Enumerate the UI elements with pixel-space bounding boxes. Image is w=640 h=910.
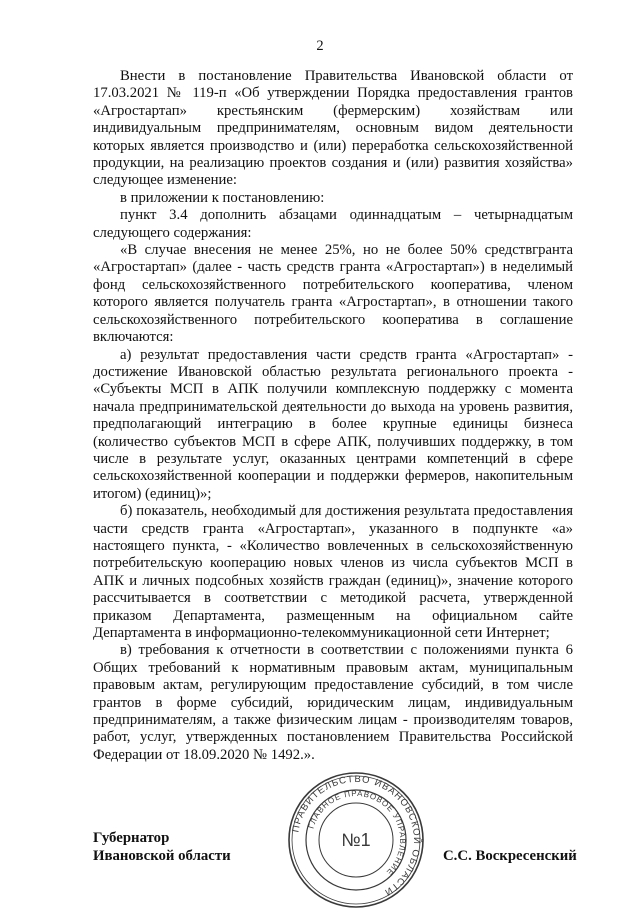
official-stamp: [286, 770, 426, 910]
stamp-number: №1: [341, 830, 371, 850]
signature-title-line1: Губернатор: [93, 830, 170, 846]
paragraph-item-c: в) требования к отчетности в соответствии с положениями пункта 6 Общих требований к нормативным правовым актам, муниципальным правовым актам, регулирующим предоставление субсидий, в том числе грантов в форме субсидий, юридическим лицам, индивидуальным предпринимателям, а также физическим лицам - производителям товаров, работ, услуг, утвержденных постановлением Правительства Российской Федерации от 18.09.2020 № 1492.».: [93, 642, 573, 763]
paragraph-item-a: а) результат предоставления части средств гранта «Агростартап» - достижение Ивановской областью результата регионального проекта - «Субъекты МСП в АПК получили комплексную поддержку с момента начала предпринимательской деятельности до выхода на уровень развития, предполагающий интеграцию в более крупные единицы бизнеса (количество субъектов МСП в сфере АПК, получивших поддержку, в том числе в результате услуг, оказанных центрами компетенций в сфере сельскохозяйственной кооперации и поддержки фермеров, накопительным итогом) (единиц)»;: [93, 346, 573, 502]
stamp-inner-textpath: ГЛАВНОЕ ПРАВОВОЕ УПРАВЛЕНИЕ: [306, 788, 408, 878]
signature-title-line2: Ивановской области: [93, 848, 231, 864]
paragraph-appendix: в приложении к постановлению:: [120, 189, 325, 206]
paragraph-intro: Внести в постановление Правительства Ивановской области от 17.03.2021 № 119-п «Об утверждении Порядка предоставления грантов «Агростартап» крестьянским (фермерским) хозяйствам или индивидуальным предпринимателям, основным видом деятельности которых является производство и (или) переработка сельскохозяйственной продукции, на реализацию проектов создания и (или) развития хозяйства» следующее изменение:: [93, 68, 573, 189]
signature-title: [93, 829, 231, 865]
page-number: 2: [316, 38, 324, 54]
stamp-outer-textpath: ПРАВИТЕЛЬСТВО ИВАНОВСКОЙ ОБЛАСТИ: [290, 773, 423, 899]
paragraph-item-b: б) показатель, необходимый для достижения результата предоставления части средств гранта «Агростартап», указанного в подпункте «а» настоящего пункта, - «Количество вовлеченных в сельскохозяйственную потребительскую кооперацию новых членов из числа субъектов МСП в АПК и личных подсобных хозяйств граждан (единиц)», значение которого рассчитывается в соответствии с методикой расчета, утвержденной приказом Департамента, размещенным на официальном сайте Департамента в информационно-телекоммуникационной сети Интернет;: [93, 503, 573, 641]
paragraph-clause: пункт 3.4 дополнить абзацами одиннадцатым – четырнадцатым следующего содержания:: [93, 207, 573, 241]
document-body: [93, 68, 573, 764]
paragraph-quote: «В случае внесения не менее 25%, но не более 50% средствгранта «Агростартап» (далее - часть средств гранта «Агростартап») в неделимый фонд сельскохозяйственного потребительского кооператива, членом которого является получатель гранта «Агростартап», в отношении такого сельскохозяйственного потребительского кооператива в соглашение включаются:: [93, 242, 573, 346]
signature-name: С.С. Воскресенский: [443, 848, 577, 864]
